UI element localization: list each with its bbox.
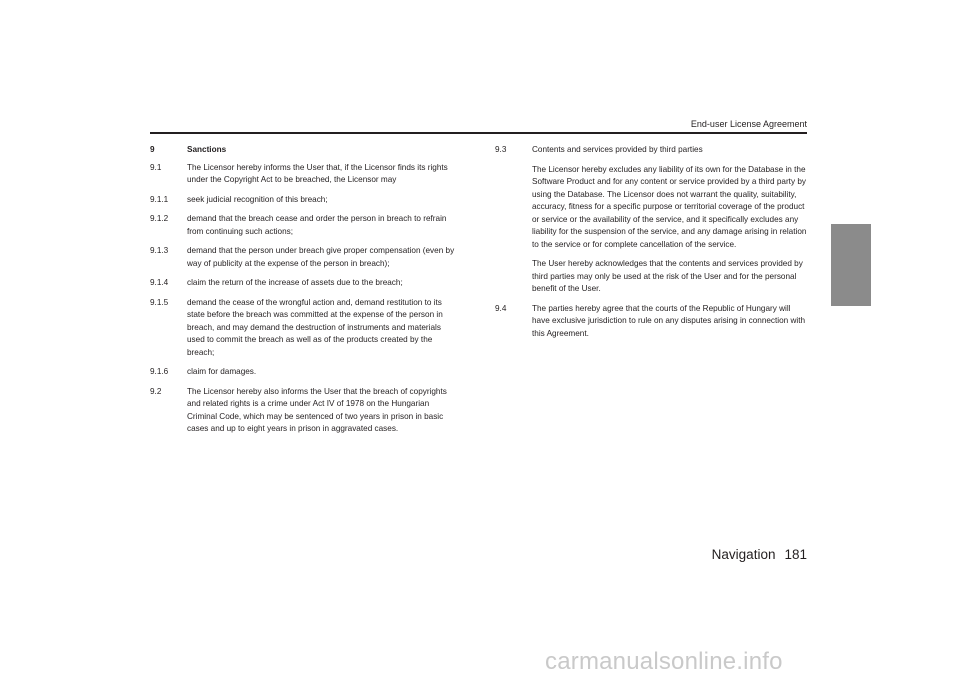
clause-item bbox=[150, 194, 460, 207]
item-text: demand that the breach cease and order the person in breach to refrain from continuing such actions; bbox=[187, 214, 447, 236]
item-number: 9.1.3 bbox=[150, 246, 169, 255]
left-column bbox=[150, 144, 460, 443]
item-text: claim the return of the increase of assets due to the breach; bbox=[187, 278, 403, 287]
clause-item bbox=[150, 386, 460, 436]
clause-item bbox=[150, 366, 460, 379]
item-text: claim for damages. bbox=[187, 367, 257, 376]
side-tab bbox=[831, 224, 871, 306]
item-text: The Licensor hereby informs the User that, if the Licensor finds its rights under the Copyright Act to be breached, the Licensor may bbox=[187, 162, 448, 184]
clause-item bbox=[150, 297, 460, 360]
clause-item bbox=[150, 162, 460, 187]
paragraph: The User hereby acknowledges that the contents and services provided by third parties may only be used at the risk of the User and for the personal benefit of the User. bbox=[532, 259, 803, 293]
item-text: The Licensor hereby also informs the User that the breach of copyrights and related rights is a crime under Act IV of 1978 on the Hungarian Criminal Code, which may be sentenced of two years in prison in basic cases and up to eight years in prison in aggravated cases. bbox=[187, 386, 447, 433]
clause-item-9-3 bbox=[495, 144, 807, 157]
section-heading bbox=[150, 144, 460, 157]
item-number: 9.1.1 bbox=[150, 194, 169, 204]
page-number: 181 bbox=[784, 547, 807, 562]
header-rule bbox=[150, 132, 807, 134]
item-text: demand the cease of the wrongful action and, demand restitution to its state before the breach was committed at the expense of the person in breach, and may demand the destruction of instruments and materials used to commit the breach as well as of the products created by the breach; bbox=[187, 297, 443, 357]
item-number: 9.1 bbox=[150, 162, 162, 172]
clause-item bbox=[150, 277, 460, 290]
item-number: 9.1.6 bbox=[150, 367, 169, 376]
clause-item bbox=[150, 213, 460, 238]
item-text: The parties hereby agree that the courts of the Republic of Hungary will have exclusive jurisdiction to rule on any disputes arising in connection with this Agreement. bbox=[532, 303, 806, 338]
item-number: 9.4 bbox=[495, 303, 507, 313]
item-number: 9.3 bbox=[495, 145, 507, 154]
watermark: carmanualsonline.info bbox=[545, 648, 783, 675]
item-number: 9.1.5 bbox=[150, 297, 169, 307]
item-text: Sanctions bbox=[187, 145, 227, 154]
item-number: 9 bbox=[150, 145, 155, 154]
header-title: End-user License Agreement bbox=[690, 119, 807, 129]
item-number: 9.1.4 bbox=[150, 278, 169, 287]
item-title: Contents and services provided by third parties bbox=[532, 145, 703, 154]
item-number: 9.2 bbox=[150, 386, 162, 396]
clause-item bbox=[150, 245, 460, 270]
footer-section: Navigation bbox=[711, 547, 776, 562]
item-number: 9.1.2 bbox=[150, 214, 169, 223]
clause-item-9-4 bbox=[495, 303, 807, 341]
item-text: seek judicial recognition of this breach; bbox=[187, 194, 328, 204]
page-footer bbox=[712, 547, 807, 562]
paragraph: The Licensor hereby excludes any liability of its own for the Database in the Software Product and for any content or service provided by a third party by using the Database. The Licensor does not warrant the quality, suitability, accuracy, fitness for a specific purpose or territorial coverage of the product or service or the availability of the service, and it specifically excludes any liability for the suspension of the service, and any damage arising in relation to the service or for complete cancellation of the service. bbox=[532, 164, 807, 249]
right-column bbox=[495, 144, 807, 347]
item-text: demand that the person under breach give proper compensation (even by way of publicity at the expense of the person in breach); bbox=[187, 246, 455, 268]
